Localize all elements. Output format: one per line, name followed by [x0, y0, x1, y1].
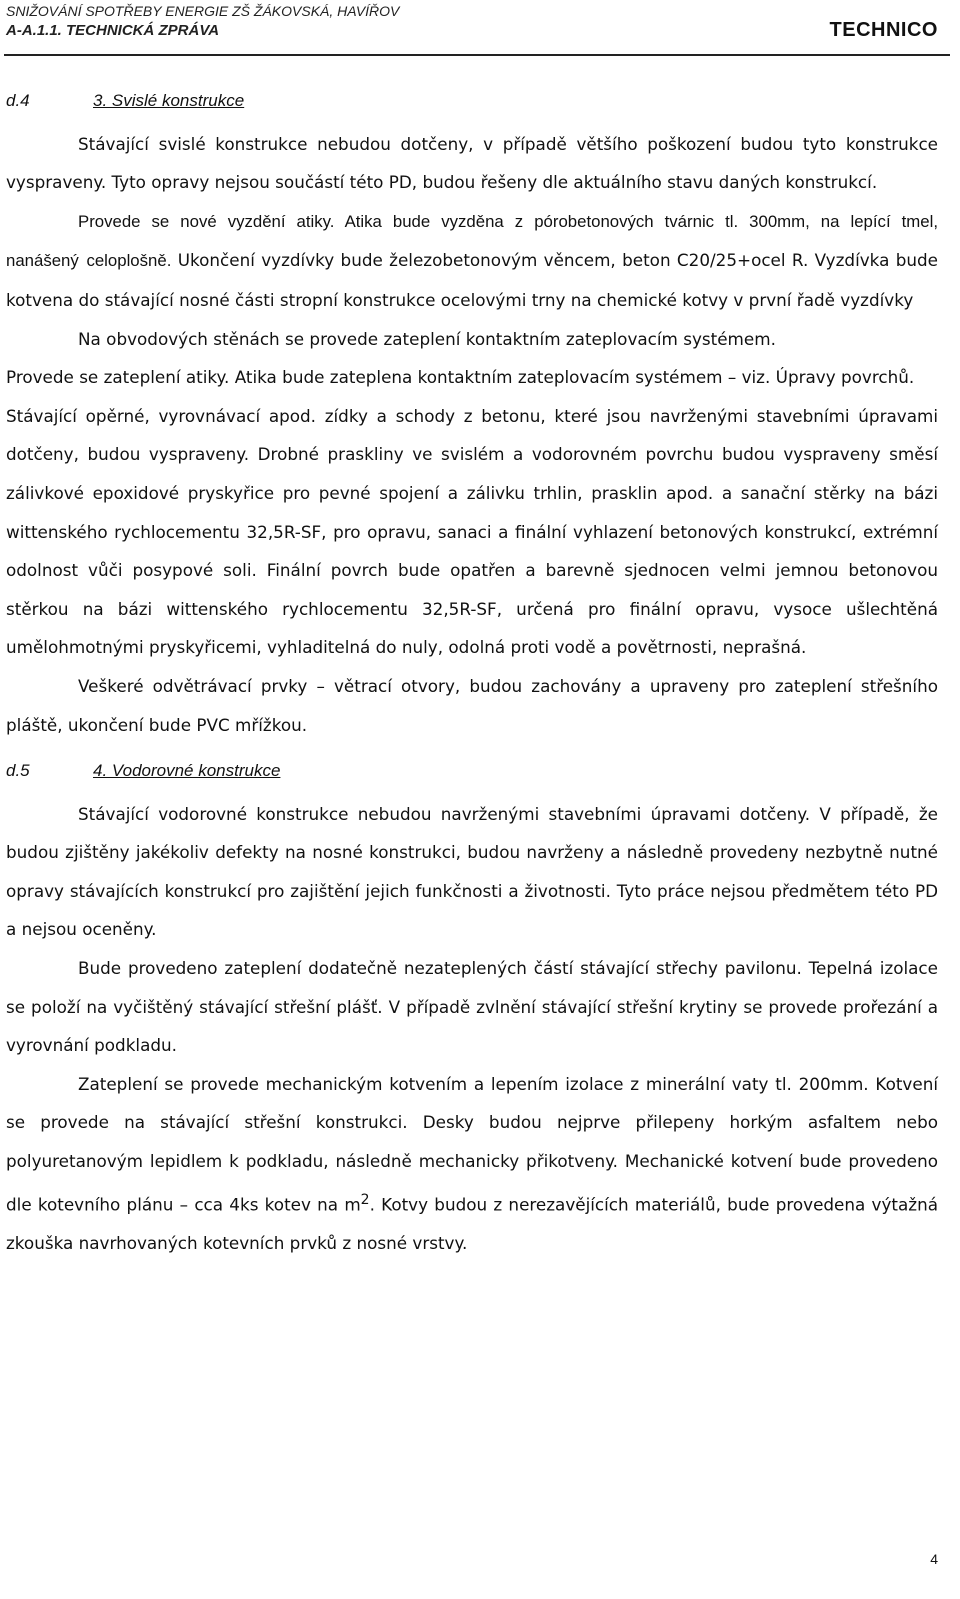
- header-project-title: SNIŽOVÁNÍ SPOTŘEBY ENERGIE ZŠ ŽÁKOVSKÁ, HAVÍŘOV: [6, 3, 400, 19]
- superscript: 2: [360, 1191, 370, 1208]
- page-number: 4: [930, 1551, 938, 1567]
- company-logo: TECHNICO: [829, 19, 938, 41]
- paragraph: [6, 1065, 938, 1263]
- paragraph: Na obvodových stěnách se provede zateplení kontaktním zateplovacím systémem.: [78, 328, 776, 349]
- header-document-title: A-A.1.1. TECHNICKÁ ZPRÁVA: [6, 22, 220, 39]
- paragraph-part: Provede se nové vyzdění atiky. Atika bude vyzděna z pórobetonových tvárnic tl. 300mm, na lepící tmel, nanášený celoplošně.: [6, 211, 938, 271]
- section-heading-d5: [6, 752, 938, 791]
- document-body: [6, 82, 938, 1262]
- section-title: 4. Vodorovné konstrukce: [93, 761, 281, 781]
- section-number: d.4: [6, 91, 30, 110]
- paragraph: Stávající vodorovné konstrukce nebudou navrženými stavebními úpravami dotčeny. V případě, že budou zjištěny jakékoliv defekty na nosné konstrukci, budou navrženy a následně provedeny nezbytně nutné opravy stávajících konstrukcí pro zajištění jejich funkčnosti a životnosti. Tyto práce nejsou předmětem této PD a nejsou oceněny.: [6, 803, 938, 940]
- paragraph-part: Zateplení se provede mechanickým kotvením a lepením izolace z minerální vaty tl. 200mm. Kotvení se provede na stávající střešní konstrukci. Desky budou nejprve přilepeny horkým asfaltem nebo polyuretanovým lepidlem k podkladu, následně mechanicky přikotveny. Mechanické kotvení bude provedeno dle kotevního plánu – cca 4ks kotev na m: [6, 1073, 938, 1215]
- section-number: d.5: [6, 761, 30, 781]
- section-heading-d4: [6, 82, 938, 121]
- paragraph: [6, 202, 938, 320]
- header-divider: [4, 54, 950, 56]
- paragraph: Veškeré odvětrávací prvky – větrací otvory, budou zachovány a upraveny pro zateplení střešního pláště, ukončení bude PVC mřížkou.: [6, 675, 938, 735]
- paragraph: Stávající opěrné, vyrovnávací apod. zídky a schody z betonu, které jsou navrženými stavebními úpravami dotčeny, budou vyspraveny. Drobné praskliny ve svislém a vodorovném povrchu budou vyspraveny směsí zálivkové epoxidové pryskyřice pro pevné spojení a zálivku trhlin, prasklin apod. a sanační stěrky na bázi wittenského rychlocementu 32,5R-SF, pro opravu, sanaci a finální vyhlazení betonových konstrukcí, extrémní odolnost vůči posypové soli. Finální povrch bude opatřen a barevně sjednocen velmi jemnou betonovou stěrkou na bázi wittenského rychlocementu 32,5R-SF, určená pro finální opravu, vysoce ušlechtěná umělohmotnými pryskyřicemi, vyhladitelná do nuly, odolná proti vodě a povětrnosti, neprašná.: [6, 405, 938, 658]
- paragraph: Stávající svislé konstrukce nebudou dotčeny, v případě většího poškození budou tyto konstrukce vyspraveny. Tyto opravy nejsou součástí této PD, budou řešeny dle aktuálního stavu daných konstrukcí.: [6, 133, 938, 193]
- paragraph-part: Ukončení vyzdívky bude železobetonovým věncem, beton C20/25+ocel R. Vyzdívka bude kotvena do stávající nosné části stropní konstrukce ocelovými trny na chemické kotvy v první řadě vyzdívky: [6, 250, 938, 310]
- paragraph: Provede se zateplení atiky. Atika bude zateplena kontaktním zateplovacím systémem – viz. Úpravy povrchů.: [6, 367, 915, 388]
- section-title: 3. Svislé konstrukce: [93, 91, 245, 110]
- paragraph-part: . Kotvy budou z nerezavějících materiálů, bude provedena výtažná zkouška navrhovaných kotevních prvků z nosné vrstvy.: [6, 1194, 938, 1253]
- paragraph: Bude provedeno zateplení dodatečně nezateplených částí stávající střechy pavilonu. Tepelná izolace se položí na vyčištěný stávající střešní plášť. V případě zvlnění stávající střešní krytiny se provede prořezání a vyrovnání podkladu.: [6, 958, 938, 1056]
